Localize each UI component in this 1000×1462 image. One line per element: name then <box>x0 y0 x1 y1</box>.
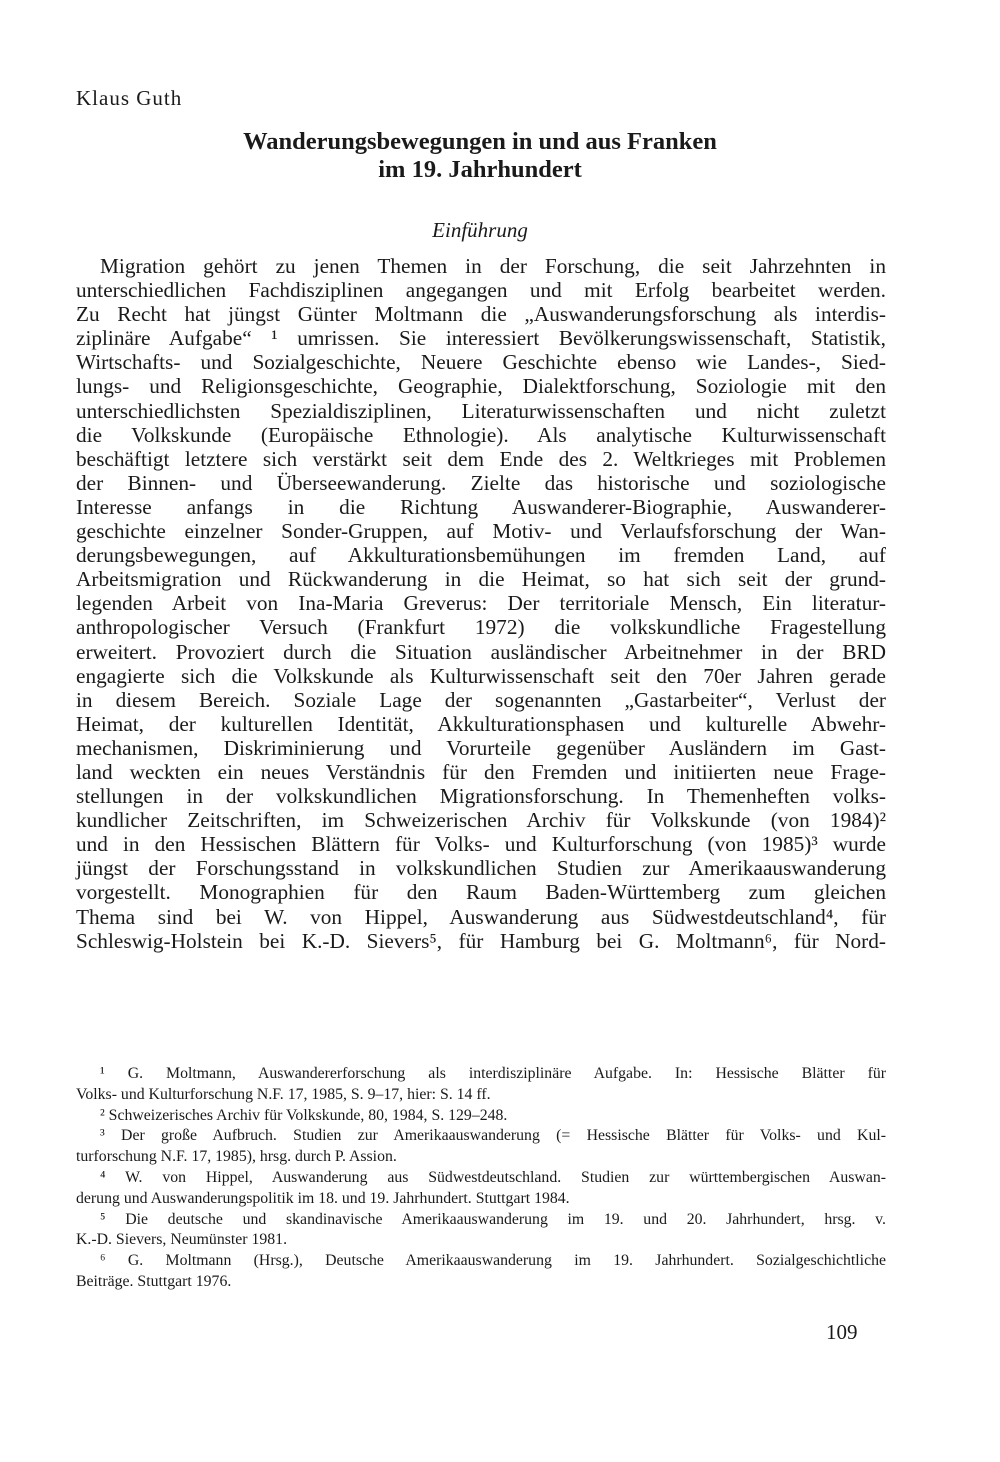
body-line: mechanismen, Diskriminierung und Vorurteile gegenüber Ausländern im Gast- <box>76 735 886 760</box>
body-line: Heimat, der kulturellen Identität, Akkulturationsphasen und kulturelle Abwehr- <box>76 711 886 736</box>
body-line: die Volkskunde (Europäische Ethnologie). Als analytische Kulturwissenschaft <box>76 422 886 447</box>
body-line: derungsbewegungen, auf Akkulturationsbemühungen im fremden Land, auf <box>76 543 886 568</box>
author-name: Klaus Guth <box>76 86 183 110</box>
footnote-line: ³ Der große Aufbruch. Studien zur Amerikaauswanderung (= Hessische Blätter für Volks- und Kul- <box>100 1127 886 1145</box>
body-line: beschäftigt letztere sich verstärkt seit dem Ende des 2. Weltkrieges mit Problemen <box>76 446 886 471</box>
footnote-line: ⁵ Die deutsche und skandinavische Amerikaauswanderung im 19. und 20. Jahrhundert, hrsg. v. <box>100 1210 886 1228</box>
body-line: unterschiedlichen Fachdisziplinen angegangen und mit Erfolg bearbeitet werden. <box>76 278 886 303</box>
body-line: engagierte sich die Volkskunde als Kulturwissenschaft seit den 70er Jahren gerade <box>76 663 886 688</box>
footnote-line: K.-D. Sievers, Neumünster 1981. <box>76 1231 288 1249</box>
article-title-line: im 19. Jahrhundert <box>378 156 582 183</box>
body-line: Interesse anfangs in die Richtung Auswanderer-Biographie, Auswanderer- <box>76 494 886 519</box>
footnote-line: ⁶ G. Moltmann (Hrsg.), Deutsche Amerikaauswanderung im 19. Jahrhundert. Sozialgeschichtliche <box>100 1252 886 1270</box>
footnote-line: ⁴ W. von Hippel, Auswanderung aus Südwestdeutschland. Studien zur württembergischen Auswan- <box>100 1168 886 1186</box>
footnote-line: turforschung N.F. 17, 1985), hrsg. durch P. Assion. <box>76 1148 397 1166</box>
body-line: land weckten ein neues Verständnis für den Fremden und initiierten neue Frage- <box>76 759 886 784</box>
section-heading: Einführung <box>432 218 528 242</box>
body-line: vorgestellt. Monographien für den Raum Baden-Württemberg zum gleichen <box>76 880 886 905</box>
body-line: Schleswig-Holstein bei K.-D. Sievers⁵, für Hamburg bei G. Moltmann⁶, für Nord- <box>76 928 886 953</box>
body-line: ziplinäre Aufgabe“ ¹ umrissen. Sie interessiert Bevölkerungswissenschaft, Statistik, <box>76 326 886 351</box>
body-paragraph <box>76 254 886 953</box>
footnote-line: ² Schweizerisches Archiv für Volkskunde, 80, 1984, S. 129–248. <box>100 1106 508 1124</box>
footnote-line: Beiträge. Stuttgart 1976. <box>76 1272 232 1290</box>
body-line: legenden Arbeit von Ina-Maria Greverus: Der territoriale Mensch, Ein literatur- <box>76 591 886 616</box>
body-line: jüngst der Forschungsstand in volkskundlichen Studien zur Amerikaauswanderung <box>76 856 886 881</box>
page-number: 109 <box>826 1320 858 1344</box>
body-line: lungs- und Religionsgeschichte, Geographie, Dialektforschung, Soziologie mit den <box>76 374 886 399</box>
body-line: in diesem Bereich. Soziale Lage der sogenannten „Gastarbeiter“, Verlust der <box>76 687 886 712</box>
footnote-line: Volks- und Kulturforschung N.F. 17, 1985, S. 9–17, hier: S. 14 ff. <box>76 1085 491 1103</box>
body-line: Arbeitsmigration und Rückwanderung in die Heimat, so hat sich seit der grund- <box>76 567 886 592</box>
footnotes <box>76 1064 886 1293</box>
footnote-line: derung und Auswanderungspolitik im 18. und 19. Jahrhundert. Stuttgart 1984. <box>76 1189 570 1207</box>
body-line: geschichte einzelner Sonder-Gruppen, auf Motiv- und Verlaufsforschung der Wan- <box>76 519 886 544</box>
article-title-line: Wanderungsbewegungen in und aus Franken <box>243 128 717 155</box>
footnote-line: ¹ G. Moltmann, Auswandererforschung als interdisziplinäre Aufgabe. In: Hessische Blätter für <box>100 1065 886 1082</box>
body-line: erweitert. Provoziert durch die Situation ausländischer Arbeitnehmer in der BRD <box>76 639 886 664</box>
body-line: Zu Recht hat jüngst Günter Moltmann die „Auswanderungsforschung als interdis- <box>76 302 886 327</box>
body-line: Wirtschafts- und Sozialgeschichte, Neuere Geschichte ebenso wie Landes-, Sied- <box>76 350 886 375</box>
body-line: anthropologischer Versuch (Frankfurt 1972) die volkskundliche Fragestellung <box>76 615 886 640</box>
body-line: Thema sind bei W. von Hippel, Auswanderung aus Südwestdeutschland⁴, für <box>76 904 886 929</box>
article-title <box>140 128 820 184</box>
body-line: unterschiedlichsten Spezialdisziplinen, Literaturwissenschaften und nicht zuletzt <box>76 398 886 423</box>
body-line: stellungen in der volkskundlichen Migrationsforschung. In Themenheften volks- <box>76 784 886 809</box>
body-line: und in den Hessischen Blättern für Volks- und Kulturforschung (von 1985)³ wurde <box>76 832 886 857</box>
body-line: der Binnen- und Überseewanderung. Zielte das historische und soziologische <box>76 470 886 495</box>
body-line: Migration gehört zu jenen Themen in der Forschung, die seit Jahrzehnten in <box>100 254 886 278</box>
body-line: kundlicher Zeitschriften, im Schweizerischen Archiv für Volkskunde (von 1984)² <box>76 808 886 833</box>
